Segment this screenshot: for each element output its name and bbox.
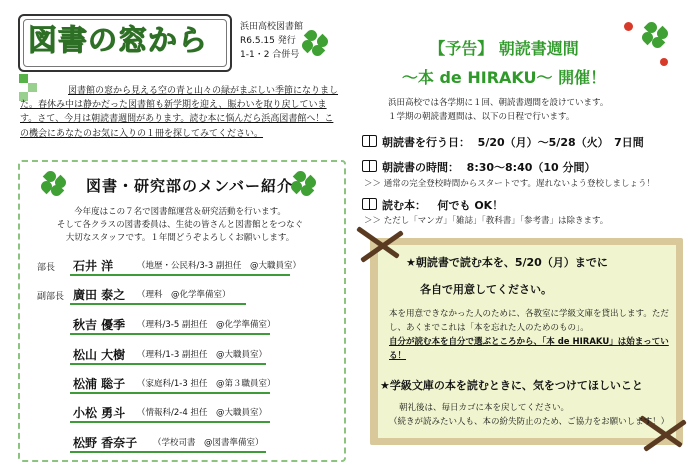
book-icon xyxy=(362,135,377,147)
time-label: 朝読書の時間： xyxy=(382,161,459,174)
book-icon xyxy=(362,198,377,210)
decor-square xyxy=(19,74,28,83)
member-role: 副部長 xyxy=(37,292,65,302)
book-value: 何でも OK！ xyxy=(437,199,504,212)
member-name: 小松 勇斗 xyxy=(73,406,126,420)
board-text: （続きが読みたい人も、本の紛失防止のため、ご協力をお願いします！） xyxy=(389,417,670,427)
member-detail: （家庭科/1-3 担任 @第３職員室） xyxy=(137,379,276,389)
board-heading: ★学級文庫の本を読むときに、気をつけてほしいこと xyxy=(380,379,643,392)
member-name: 松野 香奈子 xyxy=(73,436,138,450)
member-detail: （情報科/2-4 担任 @大職員室） xyxy=(137,408,267,418)
notice-title: 【予告】 朝読書週間 xyxy=(429,39,579,58)
clover-icon xyxy=(300,26,336,62)
board-heading: 各自で用意してください。 xyxy=(420,283,552,296)
issue-number: 1-1・2 合併号 xyxy=(240,50,300,60)
board-text-emphasis: 自分が読む本を自分で選ぶところから、「本 de HIRAKU」は始まっている！ xyxy=(389,337,669,361)
book-label: 読む本： xyxy=(382,199,426,212)
newsletter-title: 図書の窓から xyxy=(28,23,209,57)
clover-icon xyxy=(40,168,70,198)
board-heading: ★朝読書で読む本を、5/20（月）までに xyxy=(406,256,608,269)
period-line xyxy=(362,134,644,150)
issuer-school: 浜田高校図書館 xyxy=(240,22,304,32)
clover-icon xyxy=(640,18,674,52)
period-label: 朝読書を行う日： xyxy=(382,136,470,149)
time-note: ＞＞ 通常の完全登校時間からスタートです。遅れないよう登校しましょう！ xyxy=(364,179,656,189)
member-name: 秋吉 優季 xyxy=(73,318,126,332)
board-text: 朝礼後は、毎日カゴに本を戻してください。 xyxy=(399,403,570,413)
ladybug-icon xyxy=(624,22,633,31)
member-name: 松山 大樹 xyxy=(73,348,126,362)
member-section-title: 図書・研究部のメンバー紹介 xyxy=(86,177,293,195)
intro-paragraph: 図書館の窓から見える空の青と山々の緑がまぶしい季節になりました。春休み中は静かだった図書館も新学期を迎え、賑わいを取り戻しています。さて、今月は朝読書週間があります。読む本に悩んだら浜高図書館へ！この機会にあなたのお気に入りの１冊を探してみてください。 xyxy=(20,86,339,139)
book-note: ＞＞ ただし「マンガ」「雑誌」「教科書」「参考書」は除きます。 xyxy=(364,216,609,226)
clover-icon xyxy=(290,168,320,198)
board-text: 本を用意できなかった人のために、各教室に学級文庫を貸出します。ただし、あくまでこれは「本を忘れた人のためのもの」。 xyxy=(389,309,669,333)
member-description: 今年度はこの７名で図書館運営＆研究活動を行います。 そして各クラスの図書委員は、生徒の皆さんと図書館とをつなぐ 大切なスタッフです。１年間どうぞよろしくお願いします。 xyxy=(56,207,304,243)
member-detail: （理科/1-3 副担任 @大職員室） xyxy=(137,350,267,360)
time-value: 8:30〜8:40（10 分間） xyxy=(466,161,596,174)
member-detail: （学校司書 @図書準備室） xyxy=(153,438,264,448)
member-name: 石井 洋 xyxy=(73,259,114,273)
period-value: 5/20（月）〜5/28（火） 7日間 xyxy=(477,136,644,149)
book-icon xyxy=(362,160,377,172)
book-line xyxy=(362,197,503,213)
member-role: 部長 xyxy=(37,263,56,273)
member-detail: （理科 @化学準備室） xyxy=(137,290,231,300)
member-detail: （理科/3-5 副担任 @化学準備室） xyxy=(137,320,276,330)
issue-date: R6.5.15 発行 xyxy=(240,36,296,46)
member-name: 廣田 泰之 xyxy=(73,288,126,302)
member-detail: （地歴・公民科/3-3 副担任 @大職員室） xyxy=(137,261,301,271)
notice-intro: 浜田高校では各学期に１回、朝読書週間を設けています。 １学期の朝読書週間は、以下の日程で行います。 xyxy=(388,98,609,122)
time-line xyxy=(362,159,596,175)
issuer-info xyxy=(240,20,303,62)
ladybug-icon xyxy=(660,58,668,66)
member-name: 松浦 聡子 xyxy=(73,377,126,391)
notice-subtitle: 〜本 de HIRAKU〜 開催！ xyxy=(401,68,607,87)
